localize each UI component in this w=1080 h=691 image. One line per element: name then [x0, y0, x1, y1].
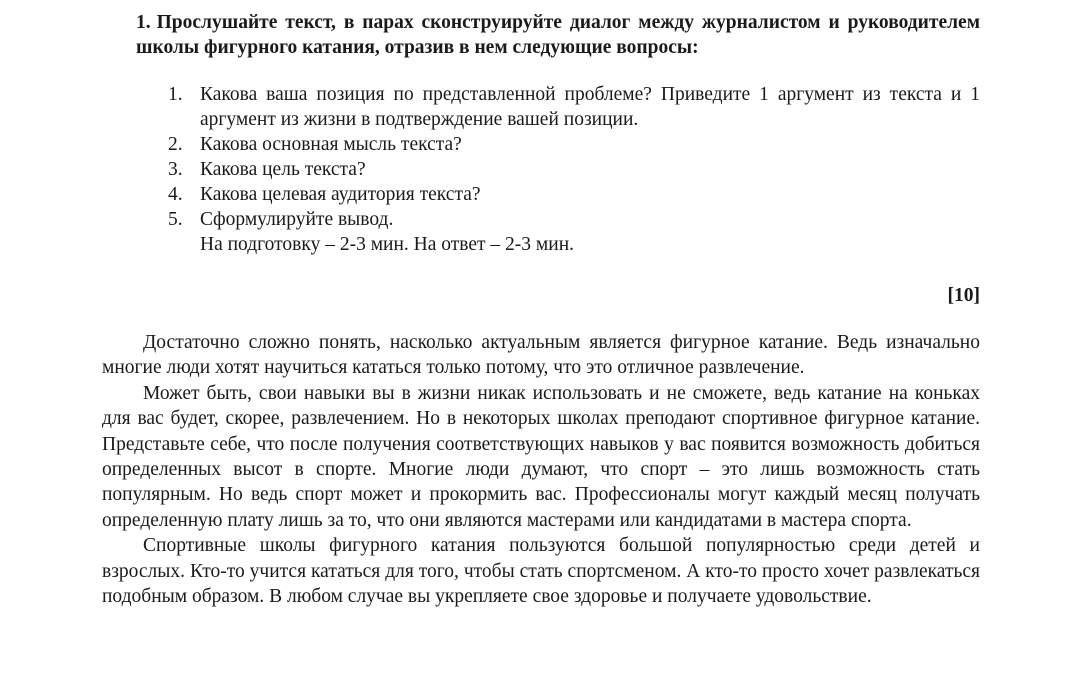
paragraph: Может быть, свои навыки вы в жизни никак использовать и не сможете, ведь катание на коньках для вас будет, скорее, развлечением. Но в некоторых школах преподают спортивное фигурное катание. Представьте себе, что после получения соответствующих навыков у вас появится возможность добиться определенных высот в спорте. Многие люди думают, что спорт – это лишь возможность стать популярным. Но ведь спорт может и прокормить вас. Профессионалы могут каждый месяц получать определенную плату лишь за то, что они являются мастерами или кандидатами в мастера спорта. — [102, 382, 980, 531]
task-heading — [136, 10, 980, 60]
paragraph: Достаточно сложно понять, насколько актуальным является фигурное катание. Ведь изначально многие люди хотят научиться кататься только потому, что это отличное развлечение. — [102, 332, 980, 379]
paragraph: Спортивные школы фигурного катания пользуются большой популярностью среди детей и взрослых. Кто-то учится кататься для того, чтобы стать спортсменом. А кто-то просто хочет развлекаться подобным образом. В любом случае вы укрепляете свое здоровье и получаете удовольствие. — [102, 535, 980, 608]
question-item — [168, 182, 980, 207]
task-number: 1. — [136, 12, 151, 33]
question-number: 3. — [168, 159, 183, 180]
reading-text — [102, 330, 980, 609]
question-text: Какова цель текста? — [200, 159, 366, 180]
question-text: Какова основная мысль текста? — [200, 134, 462, 155]
question-item — [168, 207, 980, 257]
prep-time-note: На подготовку – 2-3 мин. На ответ – 2-3 мин. — [200, 234, 575, 255]
question-item — [168, 82, 980, 132]
score-marker: [10] — [947, 285, 980, 306]
task-heading-text: Прослушайте текст, в парах сконструируйте диалог между журналистом и руководителем школы фигурного катания, отразив в нем следующие вопросы: — [136, 12, 980, 58]
question-list — [102, 82, 980, 257]
question-number: 4. — [168, 184, 183, 205]
question-item — [168, 157, 980, 182]
question-number: 5. — [168, 209, 183, 230]
question-number: 1. — [168, 84, 183, 105]
question-item — [168, 132, 980, 157]
question-number: 2. — [168, 134, 183, 155]
question-text: Какова ваша позиция по представленной проблеме? Приведите 1 аргумент из текста и 1 аргумент из жизни в подтверждение вашей позиции. — [200, 84, 980, 130]
question-text: Сформулируйте вывод. — [200, 209, 394, 230]
question-text: Какова целевая аудитория текста? — [200, 184, 481, 205]
